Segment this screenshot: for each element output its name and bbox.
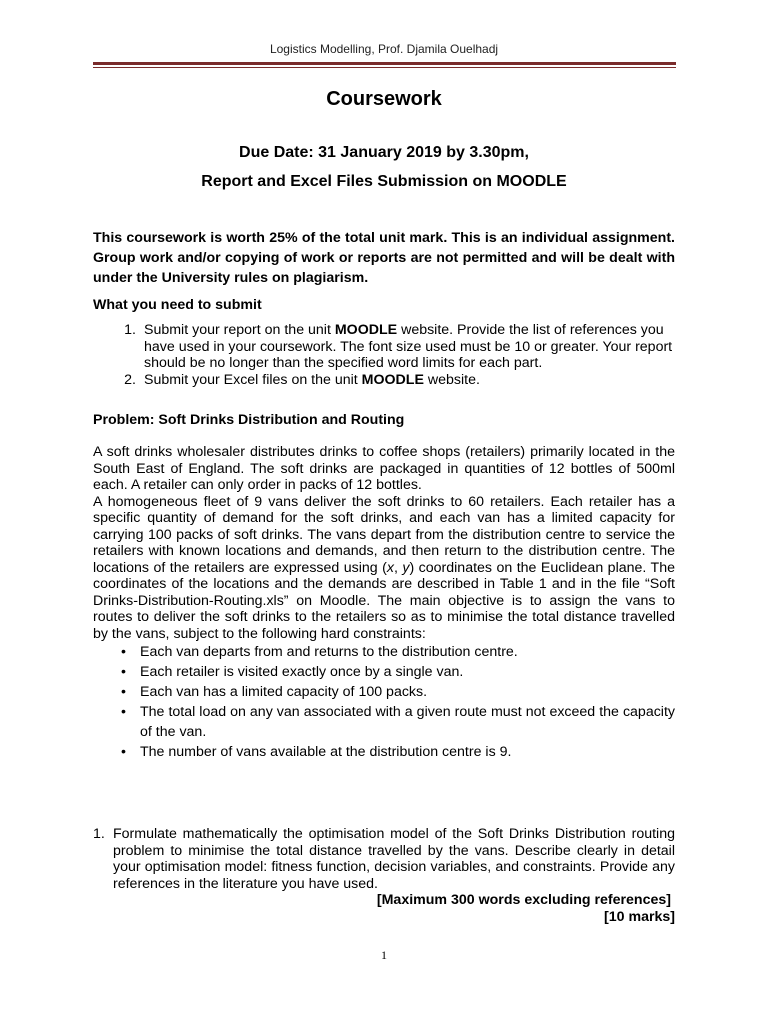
page-title: Coursework [326,88,442,110]
list-item: • Each van has a limited capacity of 100 packs. [93,682,675,702]
list-number: 1. [124,322,136,338]
problem-heading: Problem: Soft Drinks Distribution and Routing [93,412,405,428]
question-number: 1. [93,826,105,842]
list-item [93,372,675,389]
list-item: • The number of vans available at the distribution centre is 9. [93,742,675,762]
marks: [10 marks] [604,908,675,925]
question-1 [93,826,675,925]
problem-paragraph-2: A homogeneous fleet of 9 vans deliver the soft drinks to 60 retailers. Each retailer has a specific quantity of demand for the soft drinks, and each van has a limited capacity for carrying 100 packs of soft drinks. The vans depart from the distribution centre to service the retailers with known locations and demands, and then return to the distribution centre. The locations of the retailers are expressed using (x, y) coordinates on the Euclidean plane. The coordinates of the locations and the demands are described in Table 1 and in the file “Soft Drinks-Distribution-Routing.xls” on Moodle. The main objective is to assign the vans to routes to deliver the soft drinks to the retailers so as to minimise the total distance travelled by the vans, subject to the following hard constraints: [93,493,675,642]
list-item: • Each retailer is visited exactly once by a single van. [93,662,675,682]
problem-paragraph-1: A soft drinks wholesaler distributes drinks to coffee shops (retailers) primarily located in the South East of England. The soft drinks are packaged in quantities of 12 bottles of 500ml each. A retailer can only order in packs of 12 bottles. [93,444,675,493]
submission-note: Report and Excel Files Submission on MOODLE [201,173,567,190]
constraints-list [93,642,675,762]
list-text: Submit your Excel files on the unit MOODLE website. [144,371,480,388]
question-text: Formulate mathematically the optimisation model of the Soft Drinks Distribution routing problem to minimise the total distance travelled by the vans. Describe clearly in detail your optimisation model: fitness function, decision variables, and constraints. Provide any references in the literature you have used. [113,826,675,892]
due-date: Due Date: 31 January 2019 by 3.30pm, [239,144,529,161]
moodle-emphasis: MOODLE [361,371,424,388]
submit-list [93,322,675,388]
bullet: • [121,744,126,760]
list-text: Submit your report on the unit MOODLE website. Provide the list of references you have used in your coursework. The font size used must be 10 or greater. Your report should be no longer than the specified word limits for each part. [144,322,673,371]
list-item [93,322,675,372]
bullet: • [121,704,126,720]
moodle-emphasis: MOODLE [334,322,398,338]
list-item: • The total load on any van associated with a given route must not exceed the capacity of the van. [93,702,675,742]
list-number: 2. [124,371,136,388]
submit-heading: What you need to submit [93,297,262,313]
header-rule-thin [93,67,676,68]
running-header: Logistics Modelling, Prof. Djamila Ouelhadj [269,42,499,56]
page-number: 1 [381,948,387,962]
header-rule-thick [93,62,676,65]
word-limit: [Maximum 300 words excluding references] [376,892,671,908]
intro-paragraph: This coursework is worth 25% of the total unit mark. This is an individual assignment. Group work and/or copying of work or reports are not permitted and will be dealt with under the University rules on plagiarism. [93,230,675,286]
bullet: • [121,684,126,700]
bullet: • [121,644,126,660]
problem-description [93,444,675,762]
bullet: • [121,664,126,680]
list-item: • Each van departs from and returns to the distribution centre. [93,642,675,662]
